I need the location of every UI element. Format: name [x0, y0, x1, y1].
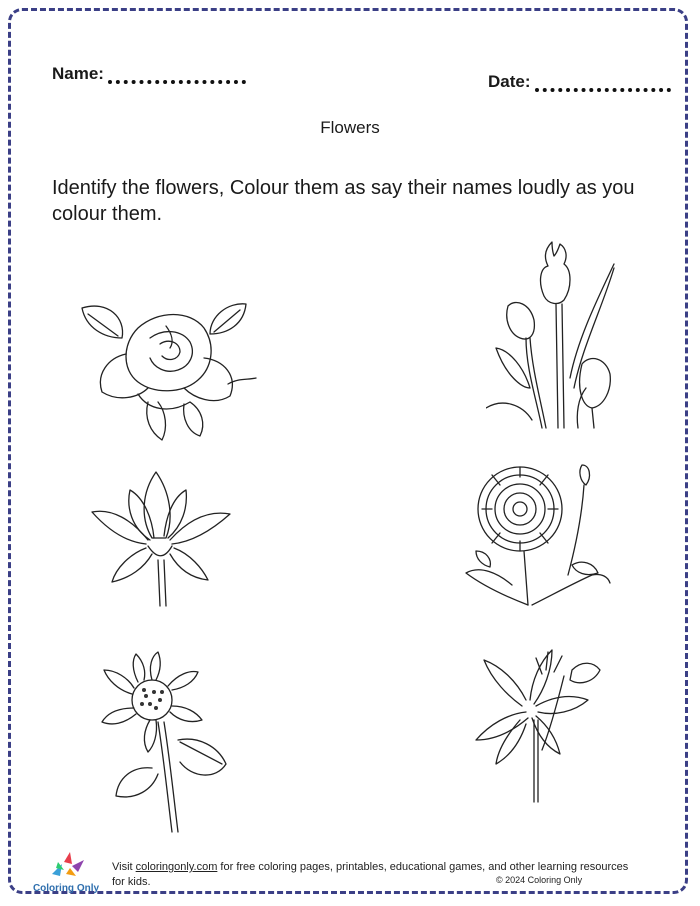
rose-drawing-icon	[78, 298, 258, 443]
date-field	[488, 64, 671, 92]
sunflower-drawing-icon	[92, 650, 232, 834]
name-field	[52, 64, 246, 84]
copyright-text: © 2024 Coloring Only	[496, 875, 583, 885]
tulip-drawing-icon	[486, 238, 620, 430]
footer-visit-suffix: for free coloring pages, printables, educational games, and other learning resources for kids.	[112, 861, 629, 888]
brand-name: Coloring Only	[32, 883, 100, 894]
marigold-drawing-icon	[462, 455, 612, 609]
name-write-line	[108, 66, 246, 84]
instructions-text: Identify the flowers, Colour them as say their names loudly as you colour them.	[52, 177, 635, 225]
date-label: Date:	[488, 72, 531, 91]
lily-drawing-icon	[456, 640, 606, 804]
date-write-line	[535, 74, 671, 92]
lotus-drawing-icon	[90, 468, 240, 608]
coloring-only-logo	[30, 850, 102, 894]
page-title: Flowers	[320, 118, 380, 137]
name-label: Name:	[52, 64, 104, 83]
coloringonly-link[interactable]: coloringonly.com	[135, 861, 218, 873]
footer-visit-prefix: Visit	[112, 861, 136, 873]
